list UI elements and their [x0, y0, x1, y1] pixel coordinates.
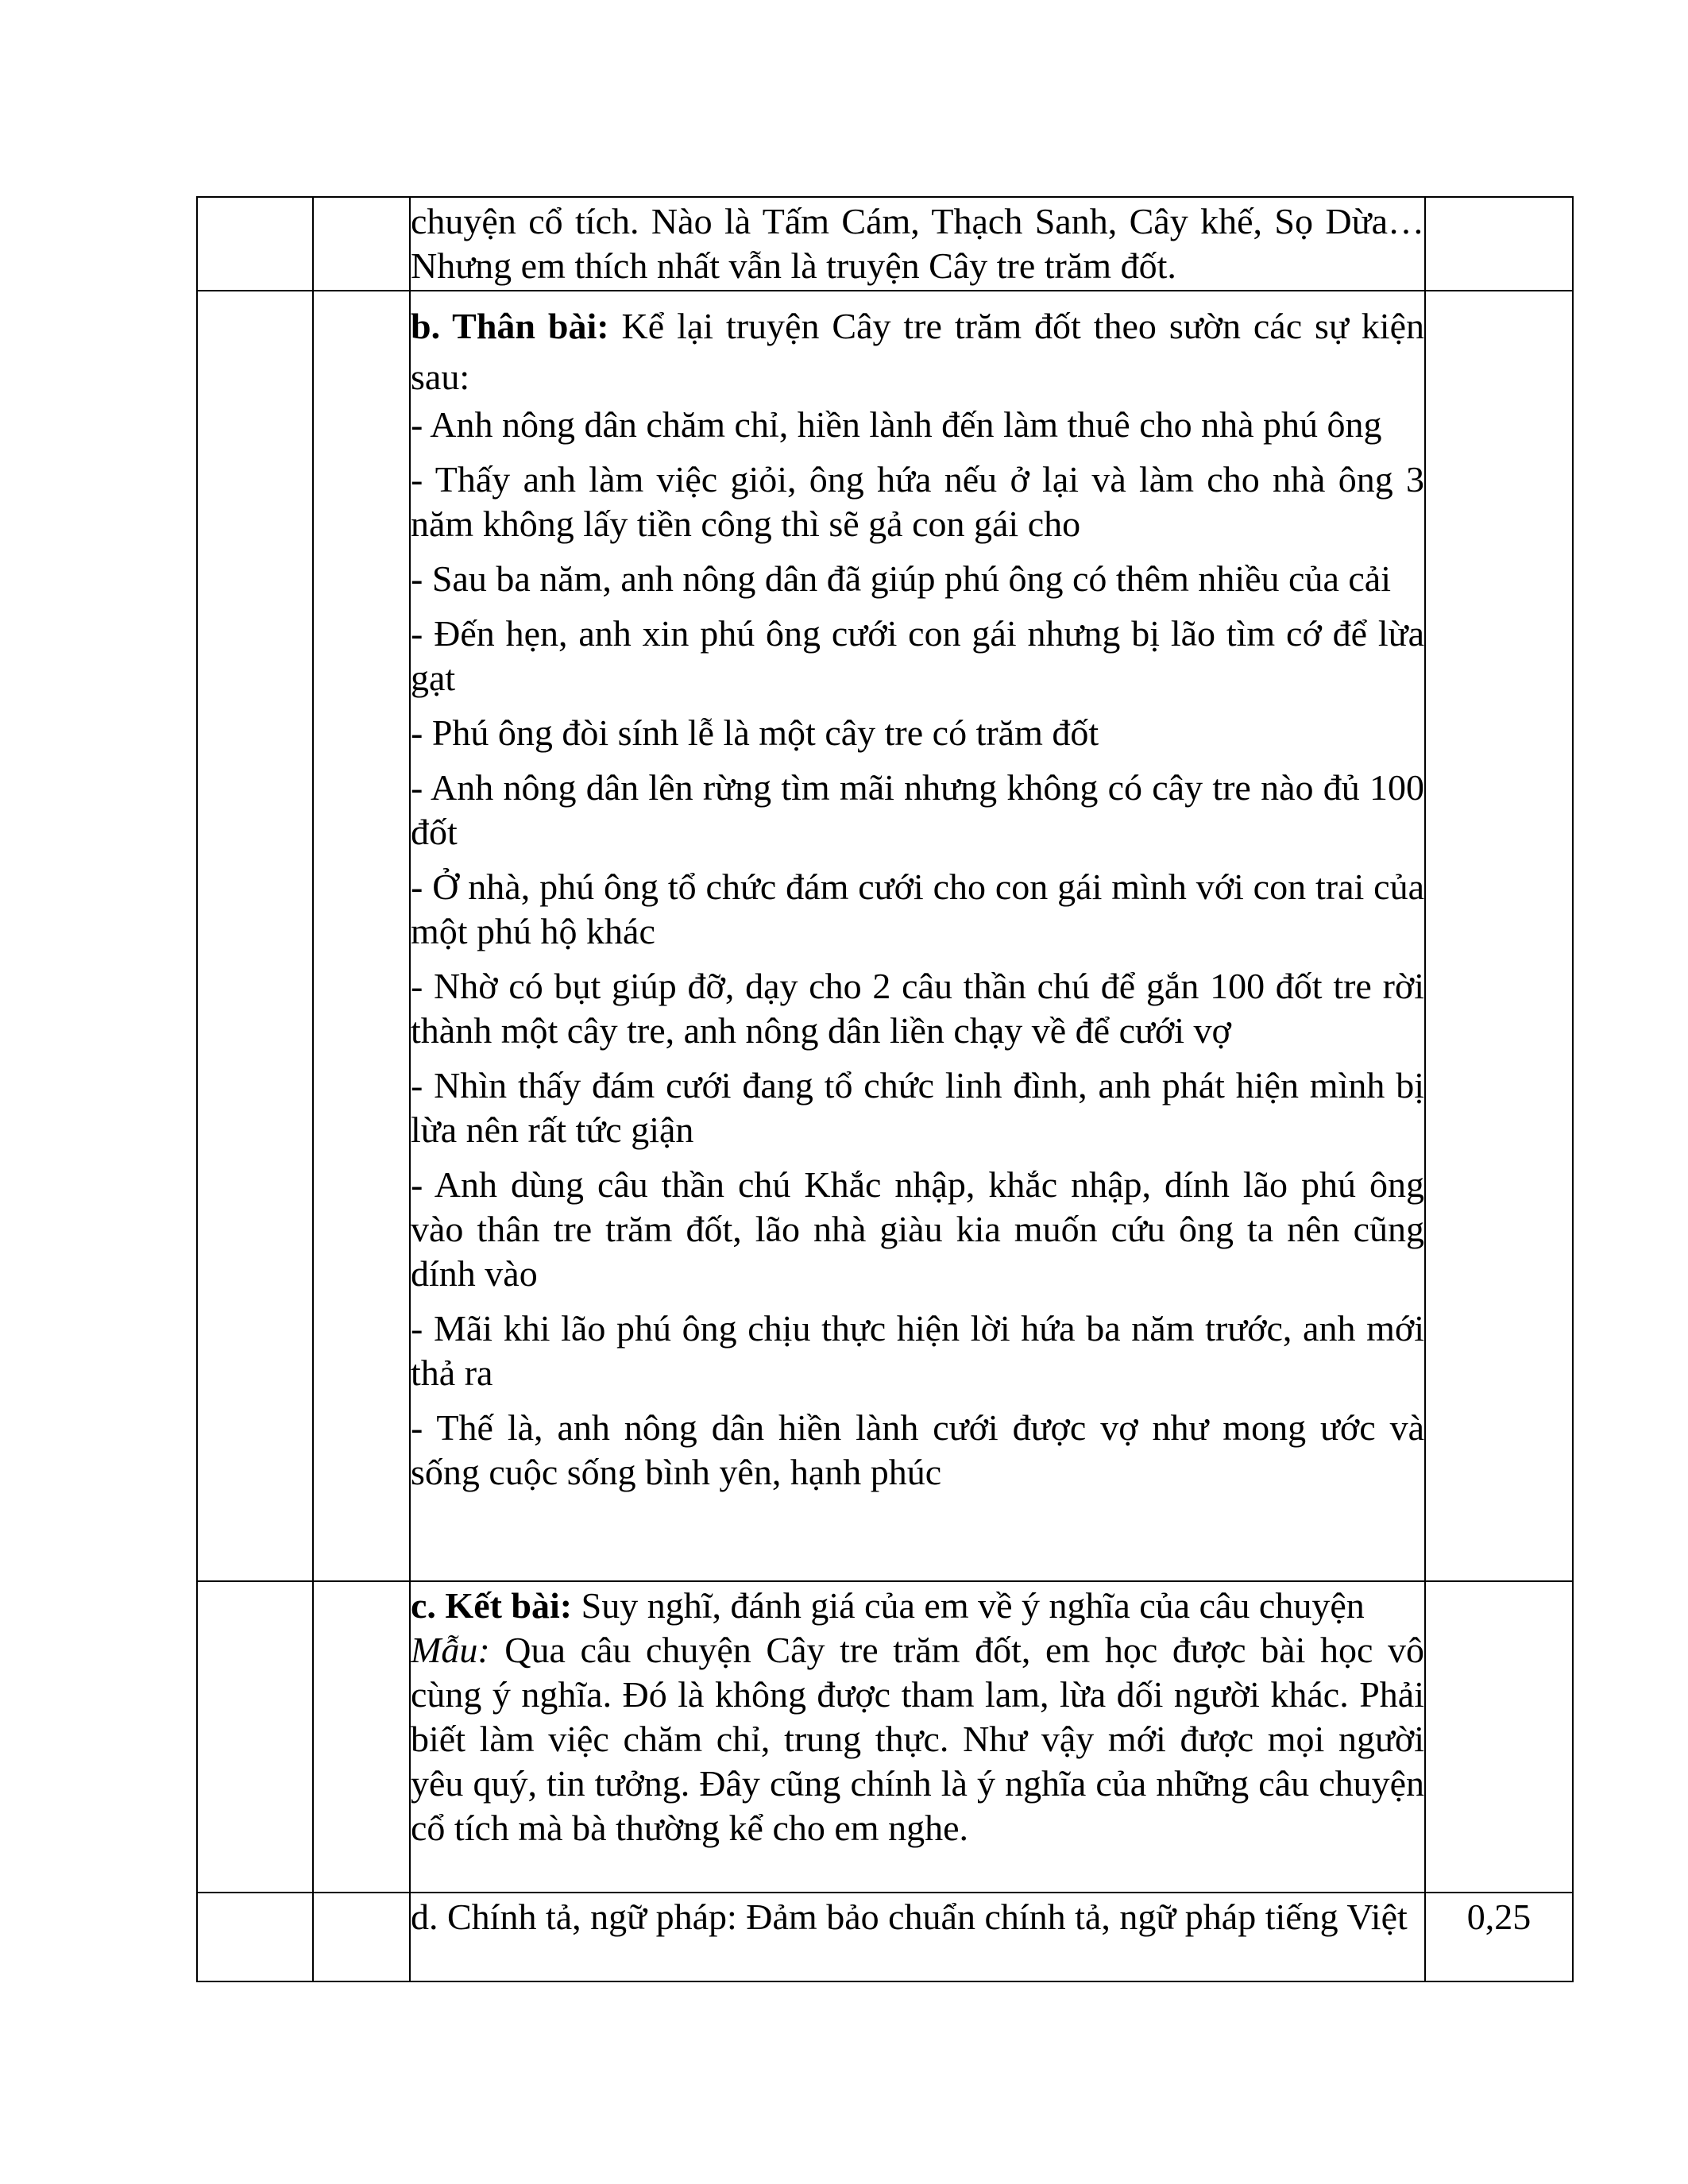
bullet-item: - Nhờ có bụt giúp đỡ, dạy cho 2 câu thần chú để gắn 100 đốt tre rời thành một cây tre, anh nông dân liền chạy về để cưới vợ [411, 966, 1424, 1051]
score-cell [1425, 1581, 1573, 1893]
empty-cell [197, 291, 313, 1581]
empty-cell [313, 291, 410, 1581]
bullet-item: - Sau ba năm, anh nông dân đã giúp phú ông có thêm nhiều của cải [411, 558, 1392, 599]
empty-cell [197, 197, 313, 291]
empty-cell [313, 197, 410, 291]
sample-label: Mẫu: [411, 1630, 490, 1670]
content-cell [410, 197, 1425, 291]
empty-cell [313, 1581, 410, 1893]
paragraph: chuyện cổ tích. Nào là Tấm Cám, Thạch Sanh, Cây khế, Sọ Dừa… Nhưng em thích nhất vẫn là truyện Cây tre trăm đốt. [411, 201, 1424, 286]
section-heading: b. Thân bài: [411, 306, 609, 346]
bullet-item: - Ở nhà, phú ông tổ chức đám cưới cho con gái mình với con trai của một phú hộ khác [411, 866, 1424, 951]
bullet-item: - Đến hẹn, anh xin phú ông cưới con gái nhưng bị lão tìm cớ để lừa gạt [411, 613, 1424, 698]
empty-cell [197, 1581, 313, 1893]
content-cell [410, 291, 1425, 1581]
bullet-item: - Thấy anh làm việc giỏi, ông hứa nếu ở lại và làm cho nhà ông 3 năm không lấy tiền công thì sẽ gả con gái cho [411, 459, 1424, 544]
section-heading: c. Kết bài: [411, 1585, 573, 1626]
empty-cell [197, 1893, 313, 1981]
section-heading-paragraph [411, 301, 1424, 403]
bullet-item: - Anh nông dân lên rừng tìm mãi nhưng không có cây tre nào đủ 100 đốt [411, 767, 1424, 852]
section-heading-paragraph [411, 1584, 1424, 1628]
empty-cell [313, 1893, 410, 1981]
bullet-item: - Thế là, anh nông dân hiền lành cưới được vợ như mong ước và sống cuộc sống bình yên, hạnh phúc [411, 1407, 1424, 1492]
bullet-item: - Anh nông dân chăm chỉ, hiền lành đến làm thuê cho nhà phú ông [411, 404, 1382, 445]
sample-paragraph [411, 1628, 1424, 1850]
content-cell [410, 1581, 1425, 1893]
score-cell: 0,25 [1425, 1893, 1573, 1981]
content-cell [410, 1893, 1425, 1981]
bullet-item: - Phú ông đòi sính lễ là một cây tre có trăm đốt [411, 712, 1099, 753]
score-cell [1425, 291, 1573, 1581]
table-row [197, 1581, 1573, 1893]
score-cell [1425, 197, 1573, 291]
bullet-item: - Anh dùng câu thần chú Khắc nhập, khắc nhập, dính lão phú ông vào thân tre trăm đốt, lão nhà giàu kia muốn cứu ông ta nên cũng dính vào [411, 1164, 1424, 1294]
table-row [197, 197, 1573, 291]
sample-text: Qua câu chuyện Cây tre trăm đốt, em học được bài học vô cùng ý nghĩa. Đó là không được tham lam, lừa dối người khác. Phải biết làm việc chăm chỉ, trung thực. Như vậy mới được mọi người yêu quý, tin tưởng. Đây cũng chính là ý nghĩa của những câu chuyện cổ tích mà bà thường kể cho em nghe. [411, 1630, 1424, 1848]
table-row [197, 1893, 1573, 1981]
section-heading-text: Kể lại truyện Cây tre trăm đốt theo sườn các sự kiện sau: [411, 306, 1424, 397]
bullet-item: - Mãi khi lão phú ông chịu thực hiện lời hứa ba năm trước, anh mới thả ra [411, 1308, 1424, 1393]
bullet-item: - Nhìn thấy đám cưới đang tổ chức linh đình, anh phát hiện mình bị lừa nên rất tức giận [411, 1065, 1424, 1150]
table-row [197, 291, 1573, 1581]
answer-table [196, 196, 1574, 1982]
section-heading-text: Suy nghĩ, đánh giá của em về ý nghĩa của câu chuyện [572, 1585, 1365, 1626]
paragraph: d. Chính tả, ngữ pháp: Đảm bảo chuẩn chính tả, ngữ pháp tiếng Việt [411, 1897, 1408, 1937]
